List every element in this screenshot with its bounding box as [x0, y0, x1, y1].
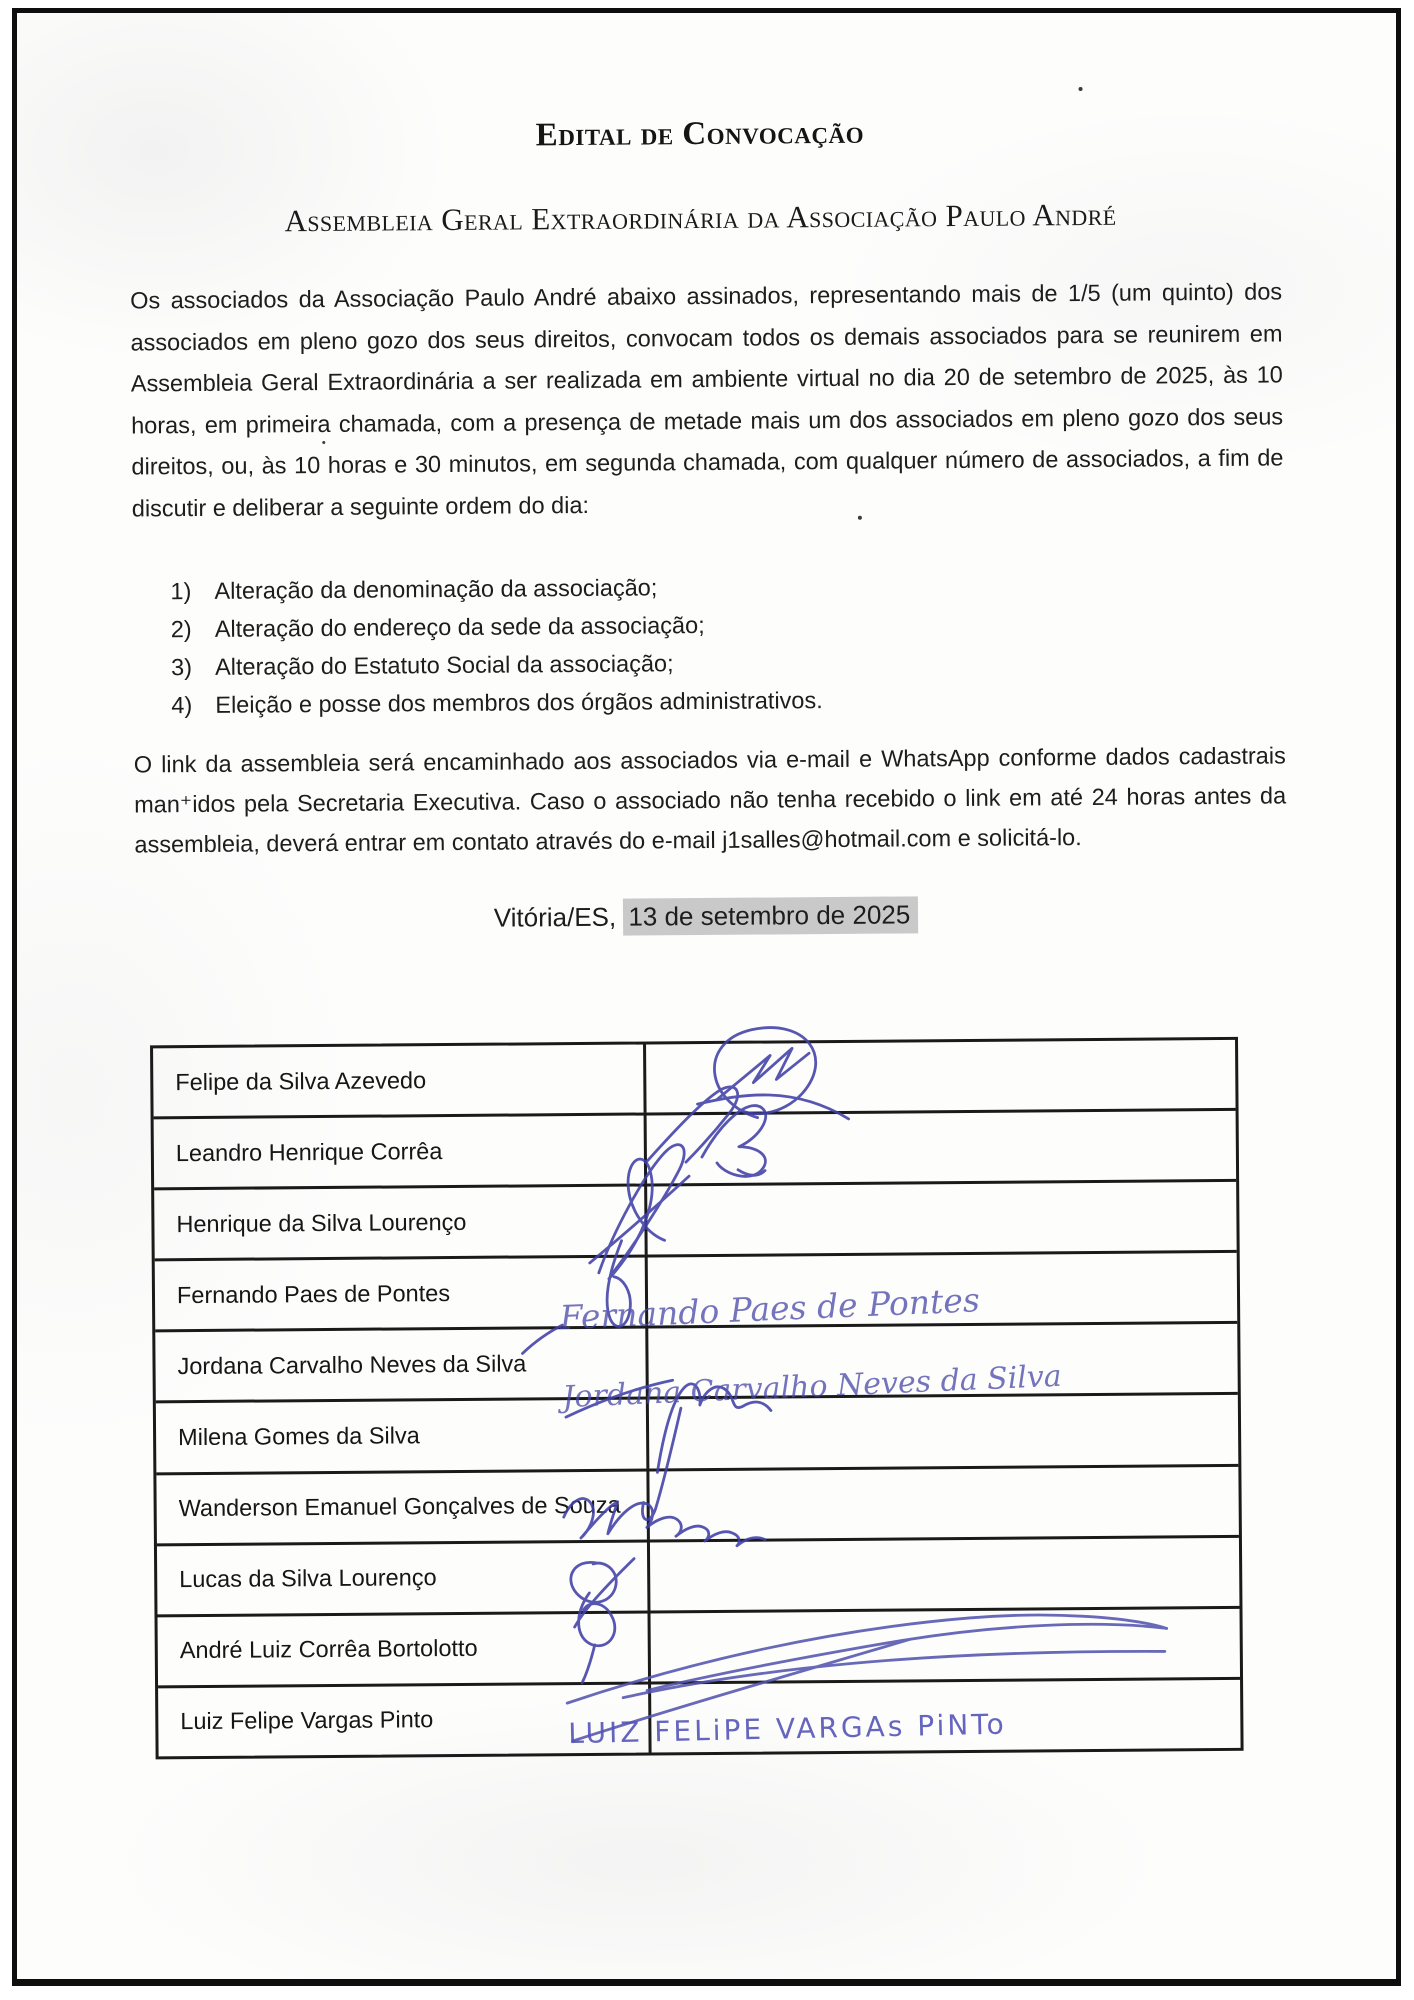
document-title: Edital de Convocação: [535, 114, 865, 154]
signature-text: Fernando Paes de Pontes: [558, 1280, 981, 1338]
agenda-list: [170, 564, 1171, 724]
highlighted-date: 13 de setembro de 2025: [623, 896, 918, 935]
table-row: [157, 1537, 1240, 1617]
table-row: [155, 1253, 1238, 1333]
signature-cell: [647, 1182, 1237, 1255]
signature-text: LUIZ FELiPE VARGAs PiNTo: [567, 1707, 1008, 1751]
table-row: [153, 1040, 1236, 1120]
signer-name: Wanderson Emanuel Gonçalves de Souza: [156, 1471, 650, 1543]
signature-cell: [646, 1040, 1236, 1113]
signer-name: Jordana Carvalho Neves da Silva: [155, 1329, 649, 1401]
link-info-paragraph: O link da assembleia será encaminhado aos associados via e-mail e WhatsApp conforme dados cadastrais man⁺idos pela Secretaria Executiva. Caso o associado não tenha recebido o link em até 24 horas antes da assembleia, deverá entrar em contato através do e-mail j1salles@hotmail.com e solicitá-lo.: [133, 742, 1287, 858]
table-row: [154, 1111, 1237, 1191]
signer-name: Leandro Henrique Corrêa: [154, 1116, 648, 1188]
signer-name: André Luiz Corrêa Bortolotto: [158, 1613, 652, 1685]
scan-speck: [858, 516, 862, 520]
place-date-line: [0, 895, 1413, 937]
signature-cell: [648, 1253, 1238, 1326]
document-subtitle: Assembleia Geral Extraordinária da Associação Paulo André: [284, 196, 1117, 239]
agenda-item-4: [171, 678, 1171, 724]
signer-name: Milena Gomes da Silva: [156, 1400, 650, 1472]
agenda-item-text: Alteração do endereço da sede da associação;: [214, 611, 705, 642]
table-row: [156, 1395, 1239, 1475]
intro-paragraph: Os associados da Associação Paulo André abaixo assinados, representando mais de 1/5 (um quinto) dos associados em pleno gozo dos seus direitos, convocam todos os demais associados para se reunirem em Assembleia Geral Extraordinária a ser realizada em ambiente virtual no dia 20 de setembro de 2025, às 10 horas, em primeira chamada, com a presença de metade mais um dos associados em pleno gozo dos seus direitos, ou, às 10 horas e 30 minutos, em segunda chamada, com qualquer número de associados, a fim de discutir e deliberar a seguinte ordem do dia:: [130, 278, 1284, 522]
signature-cell: [651, 1680, 1241, 1753]
signature-cell: [649, 1395, 1239, 1468]
signer-name: Fernando Paes de Pontes: [155, 1258, 649, 1330]
agenda-item-text: Eleição e posse dos membros dos órgãos administrativos.: [215, 686, 823, 718]
agenda-item-number: 2): [170, 615, 192, 642]
table-row: [158, 1609, 1241, 1689]
signature-text: Jordana Carvalho Neves da Silva: [561, 1358, 1063, 1416]
signature-cell: [650, 1537, 1240, 1610]
table-row: [156, 1466, 1239, 1546]
signature-cell: [648, 1324, 1238, 1397]
signer-name: Felipe da Silva Azevedo: [153, 1044, 647, 1116]
signature-cell: [649, 1466, 1239, 1539]
signer-name: Luiz Felipe Vargas Pinto: [158, 1684, 652, 1756]
signer-name: Lucas da Silva Lourenço: [157, 1542, 651, 1614]
place-prefix: Vitória/ES,: [493, 901, 624, 933]
scan-speck: [322, 441, 325, 444]
agenda-item-text: Alteração do Estatuto Social da associação;: [214, 649, 674, 680]
scan-speck: [1079, 87, 1083, 91]
agenda-item-number: 3): [170, 653, 193, 680]
table-row: [155, 1324, 1238, 1404]
signature-cell: [651, 1609, 1241, 1682]
signature-cell: [647, 1111, 1237, 1184]
agenda-item-number: 1): [170, 577, 192, 604]
table-row: [154, 1182, 1237, 1262]
signature-table: [150, 1037, 1244, 1760]
table-row: [158, 1680, 1241, 1757]
signer-name: Henrique da Silva Lourenço: [154, 1187, 648, 1259]
agenda-item-text: Alteração da denominação da associação;: [214, 573, 658, 604]
agenda-item-number: 4): [171, 691, 193, 718]
